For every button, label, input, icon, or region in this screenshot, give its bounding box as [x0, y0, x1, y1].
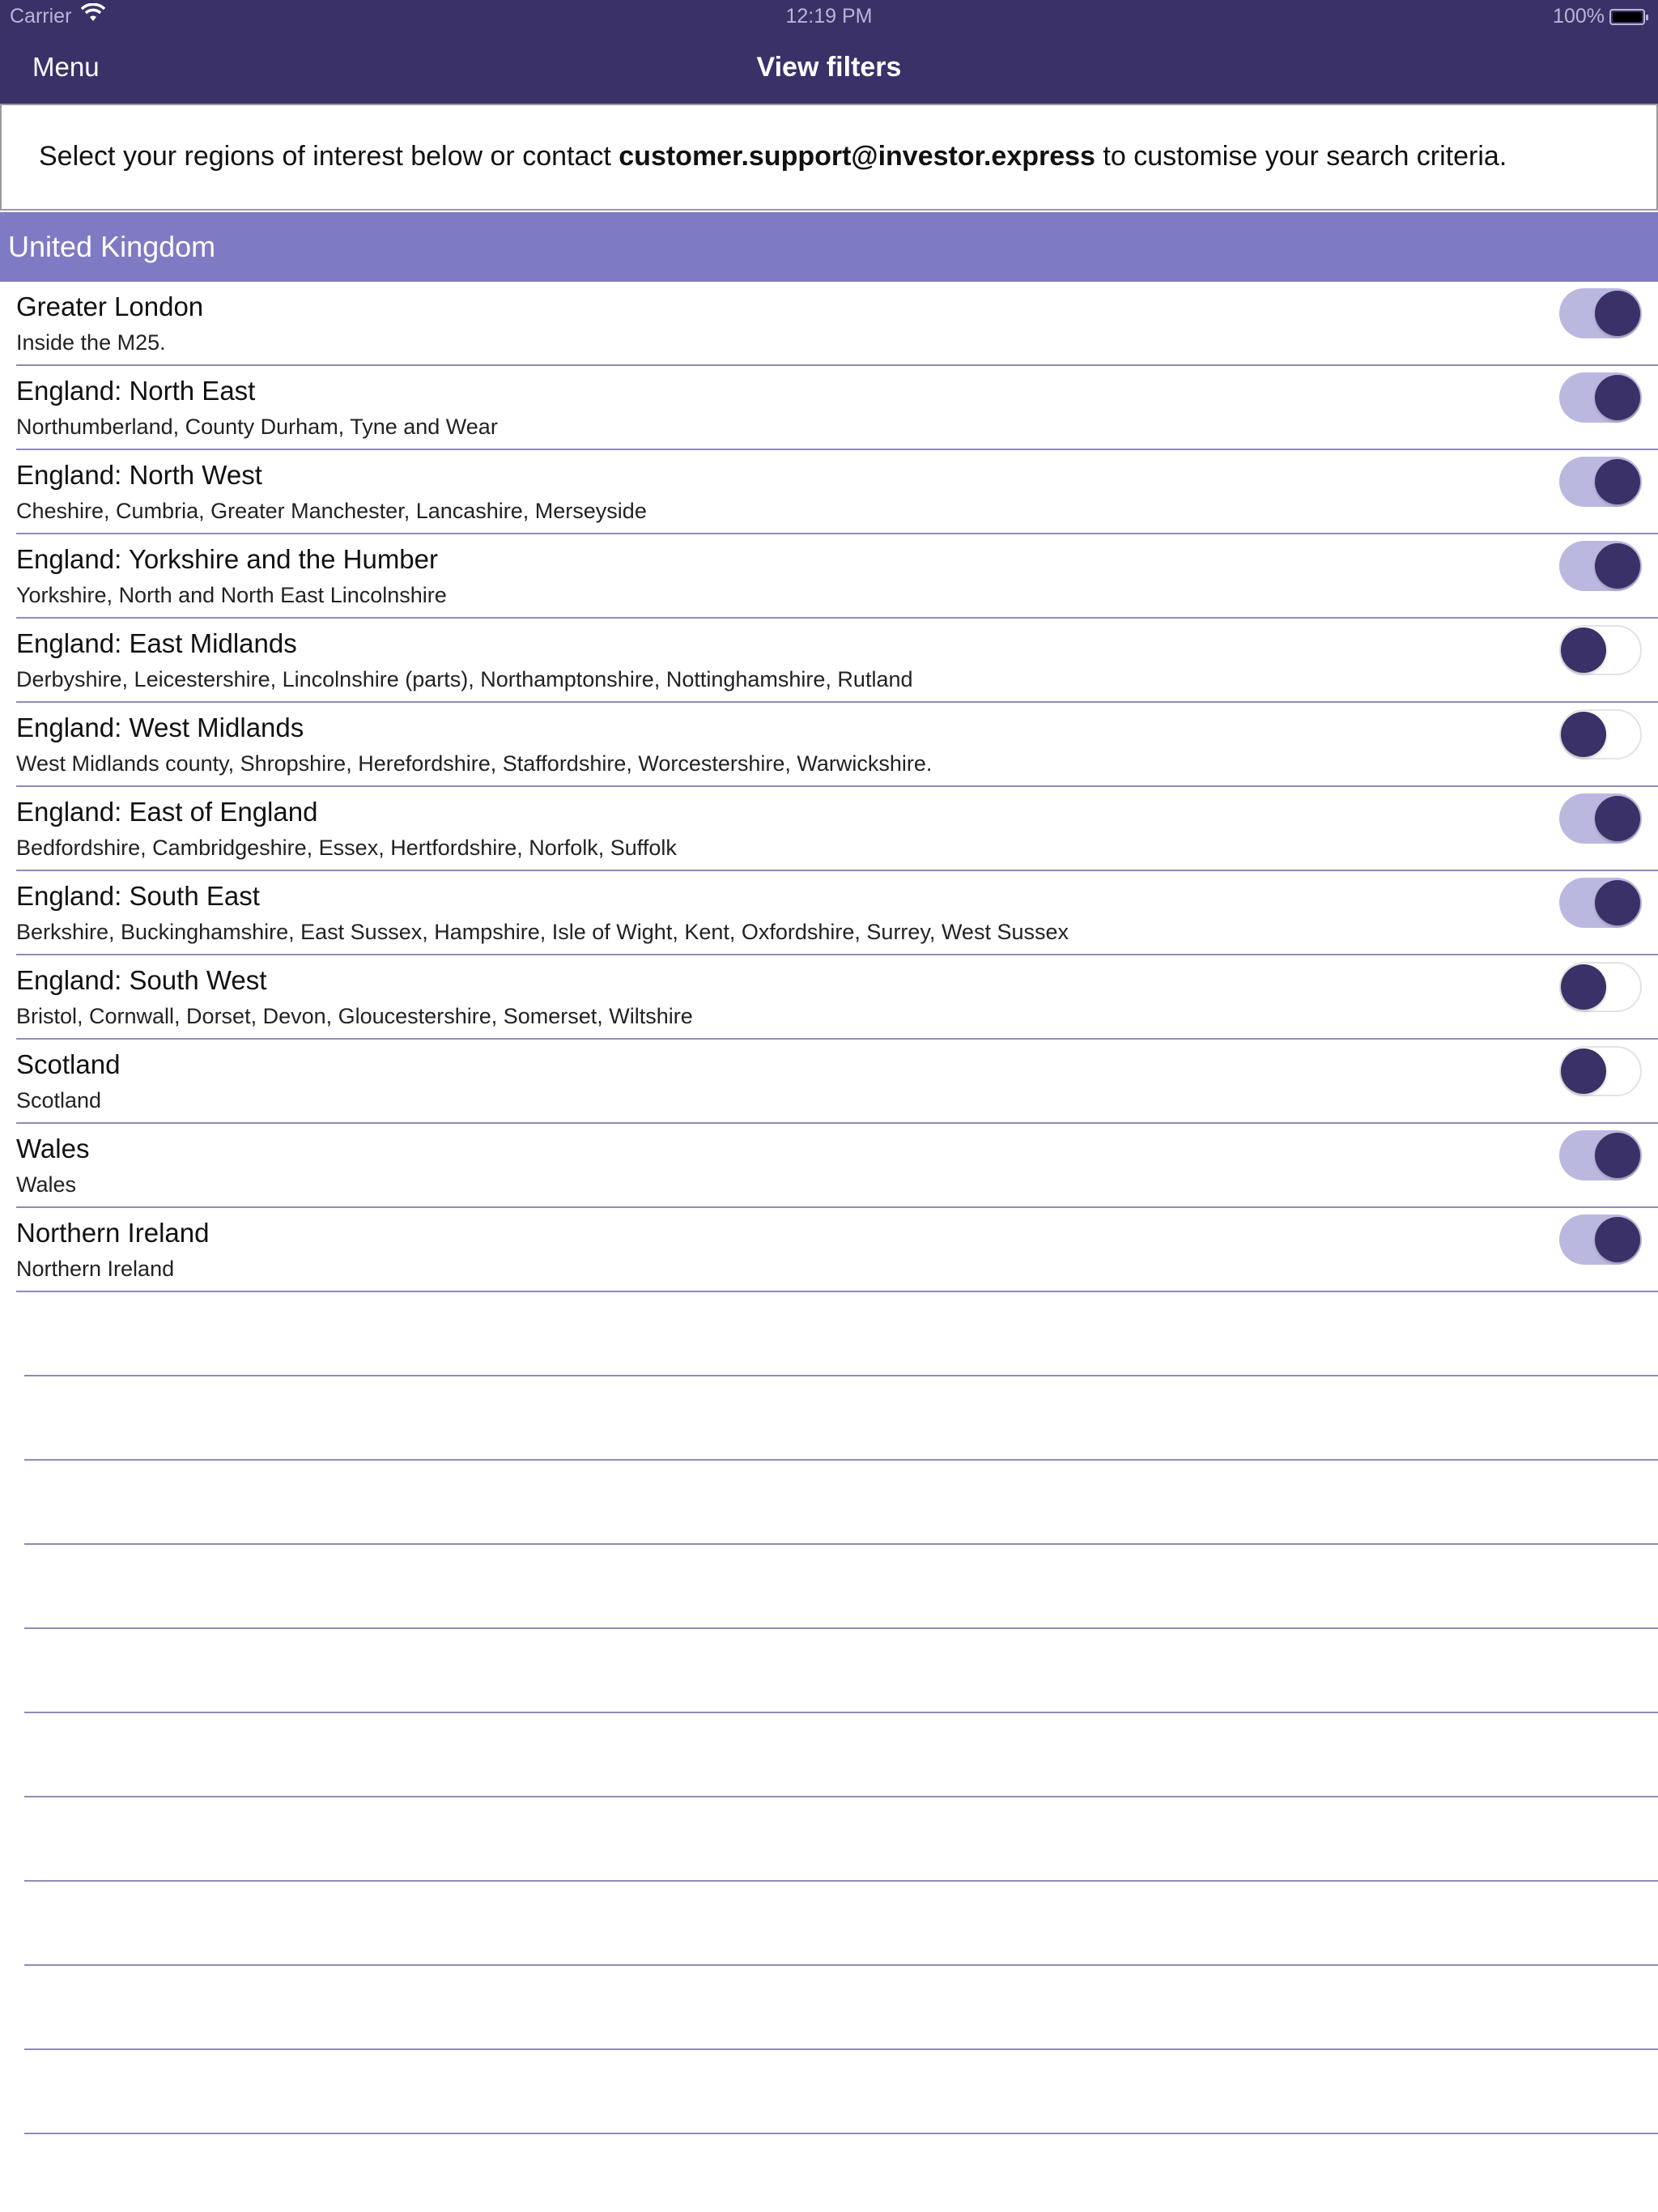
toggle-knob — [1595, 291, 1640, 336]
toggle-knob — [1595, 459, 1640, 504]
empty-row — [24, 1461, 1658, 1545]
battery-icon — [1609, 9, 1645, 25]
region-name: Greater London — [16, 291, 204, 321]
empty-row — [24, 1629, 1658, 1713]
empty-row — [24, 1376, 1658, 1461]
region-row — [16, 1124, 1658, 1208]
region-description: Scotland — [16, 1088, 102, 1112]
region-description: Cheshire, Cumbria, Greater Manchester, Lancashire, Merseyside — [16, 499, 647, 523]
region-description: Inside the M25. — [16, 330, 166, 355]
region-name: England: Yorkshire and the Humber — [16, 544, 439, 574]
region-name: England: East Midlands — [16, 628, 297, 658]
battery-percent: 100% — [1553, 5, 1605, 28]
empty-row — [24, 1797, 1658, 1882]
navigation-bar — [0, 32, 1658, 104]
region-toggle[interactable] — [1559, 1046, 1642, 1096]
status-bar — [0, 0, 1658, 32]
empty-row — [24, 1292, 1658, 1376]
region-row — [16, 787, 1658, 871]
region-row — [16, 703, 1658, 787]
region-toggle[interactable] — [1559, 1214, 1642, 1265]
region-name: England: North West — [16, 460, 262, 490]
region-name: England: South West — [16, 965, 267, 995]
toggle-knob — [1595, 796, 1640, 841]
toggle-knob — [1595, 543, 1640, 589]
toggle-knob — [1561, 964, 1606, 1010]
region-description: Wales — [16, 1172, 77, 1197]
toggle-knob — [1561, 712, 1606, 757]
region-row — [16, 955, 1658, 1040]
info-message — [0, 104, 1658, 211]
region-row — [16, 619, 1658, 703]
region-toggle[interactable] — [1559, 709, 1642, 759]
empty-row — [24, 1882, 1658, 1966]
region-name: England: West Midlands — [16, 713, 304, 742]
region-description: West Midlands county, Shropshire, Herefordshire, Staffordshire, Worcestershire, Warwickshire. — [16, 751, 933, 776]
toggle-knob — [1595, 1133, 1640, 1178]
toggle-knob — [1595, 880, 1640, 925]
empty-row — [24, 1713, 1658, 1797]
region-row — [16, 1040, 1658, 1124]
support-email-link[interactable]: customer.support@investor.express — [619, 141, 1095, 172]
region-description: Northumberland, County Durham, Tyne and Wear — [16, 415, 498, 439]
region-row — [16, 282, 1658, 366]
region-toggle[interactable] — [1559, 878, 1642, 928]
region-name: England: East of England — [16, 797, 318, 827]
region-name: England: North East — [16, 376, 256, 406]
toggle-knob — [1561, 1049, 1606, 1094]
section-title: United Kingdom — [8, 230, 216, 263]
region-toggle[interactable] — [1559, 288, 1642, 338]
region-toggle[interactable] — [1559, 541, 1642, 591]
carrier-label: Carrier — [10, 5, 72, 28]
region-name: Northern Ireland — [16, 1218, 210, 1248]
clock: 12:19 PM — [785, 5, 873, 28]
region-name: Scotland — [16, 1049, 121, 1079]
region-name: Wales — [16, 1134, 90, 1163]
region-row — [16, 871, 1658, 955]
info-text-before: Select your regions of interest below or contact — [39, 141, 619, 172]
empty-row — [24, 1966, 1658, 2050]
region-description: Derbyshire, Leicestershire, Lincolnshire (parts), Northamptonshire, Nottinghamshire, Rutland — [16, 667, 913, 691]
region-toggle[interactable] — [1559, 457, 1642, 507]
region-name: England: South East — [16, 881, 260, 911]
section-header — [0, 212, 1658, 282]
region-description: Northern Ireland — [16, 1257, 175, 1281]
region-toggle[interactable] — [1559, 962, 1642, 1012]
region-row — [16, 450, 1658, 534]
region-toggle[interactable] — [1559, 793, 1642, 844]
menu-button[interactable]: Menu — [32, 52, 100, 82]
region-description: Bedfordshire, Cambridgeshire, Essex, Hertfordshire, Norfolk, Suffolk — [16, 836, 677, 860]
region-toggle[interactable] — [1559, 625, 1642, 675]
region-toggle[interactable] — [1559, 372, 1642, 423]
region-row — [16, 534, 1658, 619]
region-description: Bristol, Cornwall, Dorset, Devon, Gloucestershire, Somerset, Wiltshire — [16, 1004, 693, 1028]
toggle-knob — [1561, 627, 1606, 673]
empty-row — [24, 2050, 1658, 2134]
battery-status — [1553, 5, 1645, 28]
region-description: Yorkshire, North and North East Lincolnshire — [16, 583, 447, 607]
empty-table-rows — [0, 1292, 1658, 2134]
region-list — [0, 282, 1658, 1292]
region-row — [16, 1208, 1658, 1292]
region-toggle[interactable] — [1559, 1130, 1642, 1180]
region-row — [16, 366, 1658, 450]
toggle-knob — [1595, 375, 1640, 420]
toggle-knob — [1595, 1217, 1640, 1262]
page-title: View filters — [756, 52, 902, 83]
info-text-after: to customise your search criteria. — [1095, 141, 1507, 172]
region-description: Berkshire, Buckinghamshire, East Sussex, Hampshire, Isle of Wight, Kent, Oxfordshire, Surrey, West Sussex — [16, 920, 1069, 944]
empty-row — [24, 1545, 1658, 1629]
